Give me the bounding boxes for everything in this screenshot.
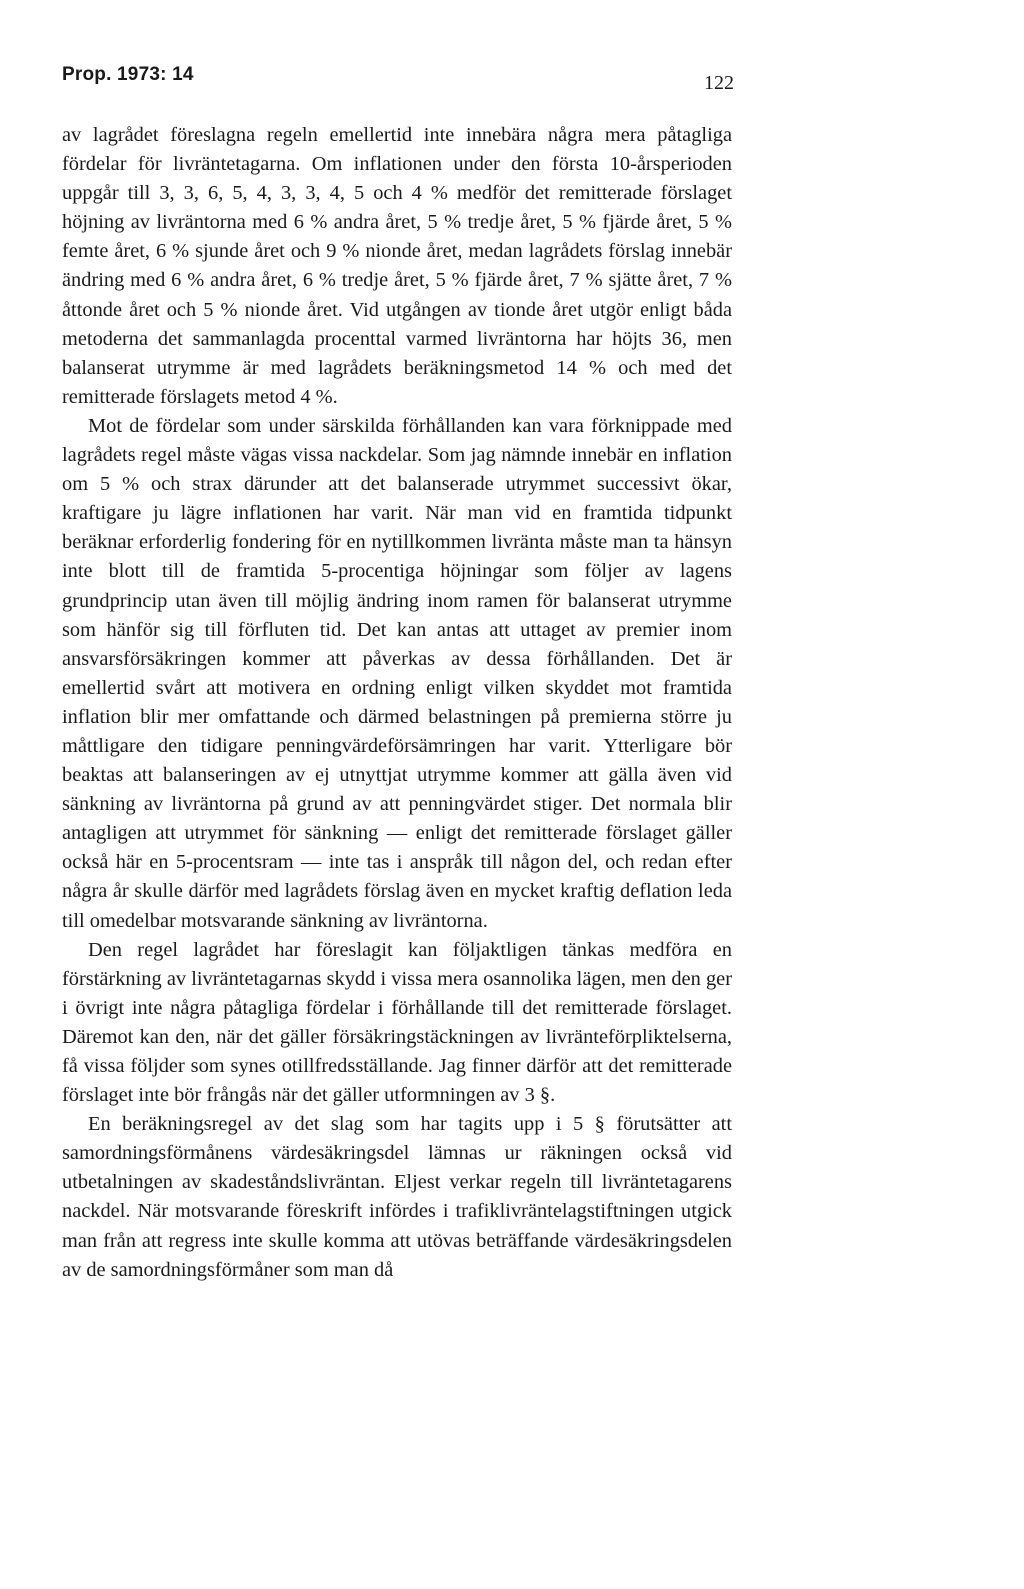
paragraph-3: Den regel lagrådet har föreslagit kan följaktligen tänkas medföra en förstärkning av livräntetagarnas skydd i vissa mera osannolika lägen, men den ger i övrigt inte några påtagliga fördelar i förhållande till det remitterade förslaget. Däremot kan den, när det gäller försäkringstäckningen av livränteförpliktelserna, få vissa följder som synes otillfredsställande. Jag finner därför att det remitterade förslaget inte bör frångås när det gäller utformningen av 3 §.: [62, 938, 732, 1107]
page-header: [62, 64, 734, 94]
paragraph-4: En beräkningsregel av det slag som har tagits upp i 5 § förutsätter att samordningsförmånens värdesäkringsdel lämnas ur räkningen också vid utbetalningen av skadeståndslivräntan. Eljest verkar regeln till livräntetagarens nackdel. När motsvarande föreskrift infördes i trafiklivräntelagstiftningen utgick man från att regress inte skulle komma att utövas beträffande värdesäkringsdelen av de samordningsförmåner som man då: [62, 1113, 732, 1281]
paragraph-1: av lagrådet föreslagna regeln emellertid inte innebära några mera påtagliga fördelar för livräntetagarna. Om inflationen under den första 10-årsperioden uppgår till 3, 3, 6, 5, 4, 3, 3, 4, 5 och 4 % medför det remitterade förslaget höjning av livräntorna med 6 % andra året, 5 % tredje året, 5 % fjärde året, 5 % femte året, 6 % sjunde året och 9 % nionde året, medan lagrådets förslag innebär ändring med 6 % andra året, 6 % tredje året, 5 % fjärde året, 7 % sjätte året, 7 % åttonde året och 5 % nionde året. Vid utgången av tionde året utgör enligt båda metoderna det sammanlagda procenttal varmed livräntorna har höjts 36, men balanserat utrymme är med lagrådets beräkningsmetod 14 % och med det remitterade förslagets metod 4 %.: [62, 124, 732, 408]
paragraph-2: Mot de fördelar som under särskilda förhållanden kan vara förknippade med lagrådets regel måste vägas vissa nackdelar. Som jag nämnde innebär en inflation om 5 % och strax därunder att det balanserade utrymmet successivt ökar, kraftigare ju lägre inflationen har varit. När man vid en framtida tidpunkt beräknar erforderlig fondering för en nytillkommen livränta måste man ta hänsyn inte blott till de framtida 5-procentiga höjningar som följer av lagens grundprincip utan även till möjlig ändring inom ramen för balanserat utrymme som hänför sig till förfluten tid. Det kan antas att uttaget av premier inom ansvarsförsäkringen kommer att påverkas av dessa förhållanden. Det är emellertid svårt att motivera en ordning enligt vilken skyddet mot framtida inflation blir mer omfattande och därmed belastningen på premierna större ju måttligare den tidigare penningvärdeförsämringen har varit. Ytterligare bör beaktas att balanseringen av ej utnyttjat utrymme kommer att gälla även vid sänkning av livräntorna på grund av att penningvärdet stiger. Det normala blir antagligen att utrymmet för sänkning — enligt det remitterade förslaget gäller också här en 5-procentsram — inte tas i anspråk till någon del, och redan efter några år skulle därför med lagrådets förslag även en mycket kraftig deflation leda till omedelbar motsvarande sänkning av livräntorna.: [62, 414, 732, 932]
body-text: [62, 121, 732, 1285]
page-number: 122: [704, 72, 734, 94]
running-head: Prop. 1973: 14: [62, 64, 194, 85]
